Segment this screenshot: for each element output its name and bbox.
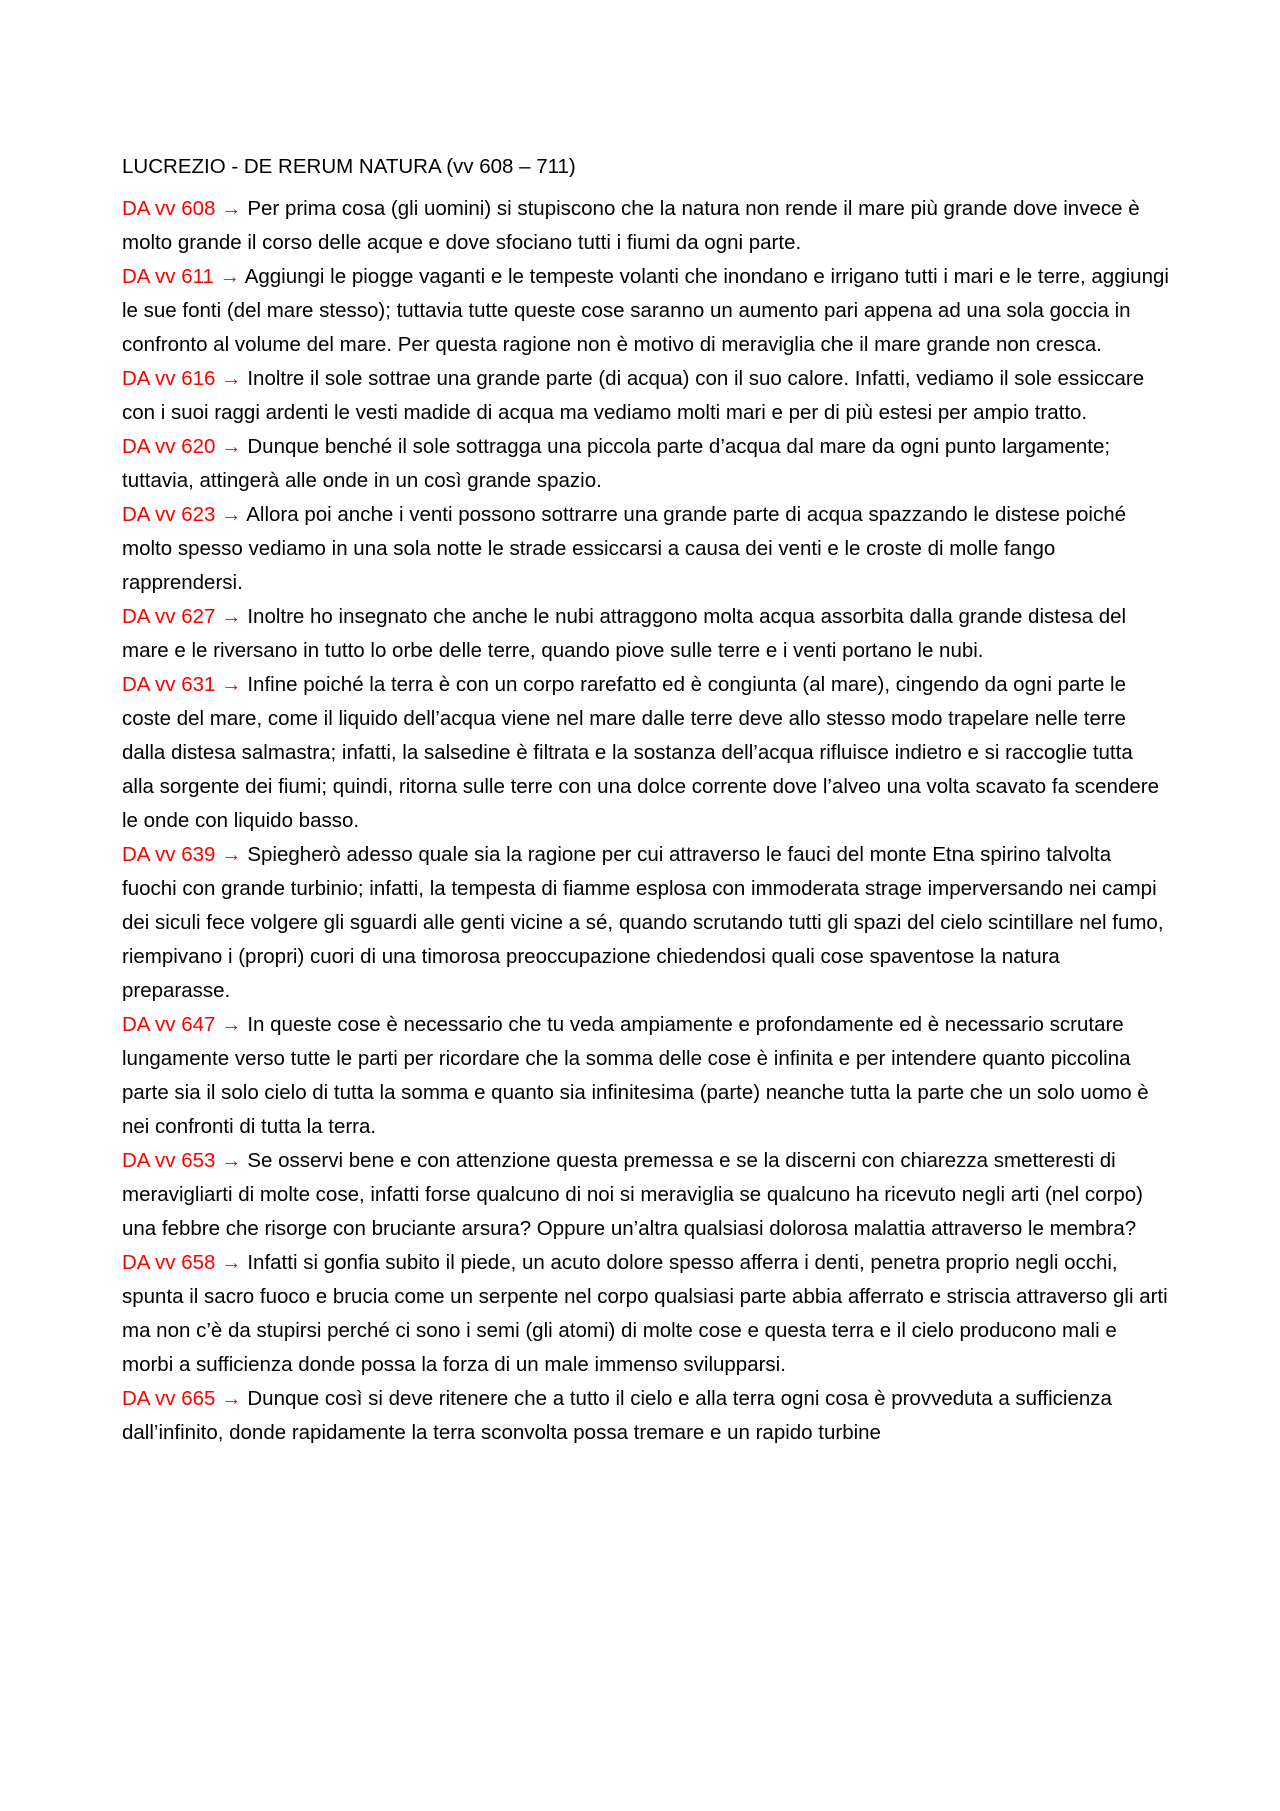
paragraph-vv-647 [122, 1008, 1170, 1144]
paragraph-vv-620 [122, 430, 1170, 498]
paragraph-text: In queste cose è necessario che tu veda ampiamente e profondamente ed è necessario scrutare lungamente verso tutte le parti per ricordare che la somma delle cose è infinita e per intendere quanto piccolina parte sia il solo cielo di tutta la somma e quanto sia infinitesima (parte) neanche tutta la parte che un solo uomo è nei confronti di tutta la terra. [122, 1013, 1149, 1138]
document-page [122, 150, 1170, 1450]
arrow-icon: → [221, 605, 242, 628]
verse-reference: DA vv 620 [122, 435, 216, 458]
paragraph-vv-627 [122, 600, 1170, 668]
verse-reference: DA vv 623 [122, 503, 216, 526]
arrow-icon: → [221, 843, 242, 866]
verse-reference: DA vv 608 [122, 197, 216, 220]
arrow-icon: → [221, 1013, 242, 1036]
paragraph-text: Dunque così si deve ritenere che a tutto il cielo e alla terra ogni cosa è provveduta a sufficienza dall’infinito, donde rapidamente la terra sconvolta possa tremare e un rapido turbine [122, 1387, 1112, 1444]
arrow-icon: → [221, 673, 242, 696]
verse-reference: DA vv 658 [122, 1251, 216, 1274]
arrow-icon: → [221, 503, 242, 526]
verse-reference: DA vv 611 [122, 265, 214, 288]
arrow-icon: → [219, 265, 241, 288]
verse-reference: DA vv 653 [122, 1149, 216, 1172]
paragraph-text: Dunque benché il sole sottragga una piccola parte d’acqua dal mare da ogni punto largamente; tuttavia, attingerà alle onde in un così grande spazio. [122, 435, 1111, 492]
paragraph-text: Se osservi bene e con attenzione questa premessa e se la discerni con chiarezza smetteresti di meravigliarti di molte cose, infatti forse qualcuno di noi si meraviglia se qualcuno ha ricevuto negli arti (nel corpo) una febbre che risorge con bruciante arsura? Oppure un’altra qualsiasi dolorosa malattia attraverso le membra? [122, 1149, 1143, 1240]
paragraph-text: Per prima cosa (gli uomini) si stupiscono che la natura non rende il mare più grande dove invece è molto grande il corso delle acque e dove sfociano tutti i fiumi da ogni parte. [122, 197, 1140, 254]
verse-reference: DA vv 616 [122, 367, 216, 390]
paragraph-vv-616 [122, 362, 1170, 430]
verse-reference: DA vv 627 [122, 605, 216, 628]
paragraph-vv-623 [122, 498, 1170, 600]
arrow-icon: → [221, 1251, 242, 1274]
arrow-icon: → [221, 1387, 242, 1410]
arrow-icon: → [221, 197, 242, 220]
verse-reference: DA vv 665 [122, 1387, 216, 1410]
arrow-icon: → [221, 1149, 242, 1172]
paragraph-vv-653 [122, 1144, 1170, 1246]
verse-reference: DA vv 631 [122, 673, 216, 696]
paragraph-text: Infine poiché la terra è con un corpo rarefatto ed è congiunta (al mare), cingendo da ogni parte le coste del mare, come il liquido dell’acqua viene nel mare dalle terre deve allo stesso modo trapelare nelle terre dalla distesa salmastra; infatti, la salsedine è filtrata e la sostanza dell’acqua rifluisce indietro e si raccoglie tutta alla sorgente dei fiumi; quindi, ritorna sulle terre con una dolce corrente dove l’alveo una volta scavato fa scendere le onde con liquido basso. [122, 673, 1159, 832]
paragraph-vv-631 [122, 668, 1170, 838]
verse-reference: DA vv 647 [122, 1013, 216, 1036]
paragraph-text: Allora poi anche i venti possono sottrarre una grande parte di acqua spazzando le distese poiché molto spesso vediamo in una sola notte le strade essiccarsi a causa dei venti e le croste di molle fango rapprendersi. [122, 503, 1127, 594]
paragraph-vv-658 [122, 1246, 1170, 1382]
paragraph-list [122, 192, 1170, 1450]
paragraph-text: Infatti si gonfia subito il piede, un acuto dolore spesso afferra i denti, penetra proprio negli occhi, spunta il sacro fuoco e brucia come un serpente nel corpo qualsiasi parte abbia afferrato e striscia attraverso gli arti ma non c’è da stupirsi perché ci sono i semi (gli atomi) di molte cose e questa terra e il cielo producono mali e morbi a sufficienza donde possa la forza di un male immenso svilupparsi. [122, 1251, 1168, 1376]
paragraph-text: Spiegherò adesso quale sia la ragione per cui attraverso le fauci del monte Etna spirino talvolta fuochi con grande turbinio; infatti, la tempesta di fiamme esplosa con immoderata strage imperversando nei campi dei siculi fece volgere gli sguardi alle genti vicine a sé, quando scrutando tutti gli spazi del cielo scintillare nel fumo, riempivano i (propri) cuori di una timorosa preoccupazione chiedendosi quali cose spaventose la natura preparasse. [122, 843, 1164, 1002]
document-title: LUCREZIO - DE RERUM NATURA (vv 608 – 711) [122, 155, 576, 178]
paragraph-vv-665 [122, 1382, 1170, 1450]
paragraph-vv-608 [122, 192, 1170, 260]
paragraph-text: Inoltre il sole sottrae una grande parte (di acqua) con il suo calore. Infatti, vediamo il sole essiccare con i suoi raggi ardenti le vesti madide di acqua ma vediamo molti mari e per di più estesi per ampio tratto. [122, 367, 1145, 424]
arrow-icon: → [221, 367, 242, 390]
paragraph-vv-611 [122, 260, 1170, 362]
paragraph-vv-639 [122, 838, 1170, 1008]
paragraph-text: Inoltre ho insegnato che anche le nubi attraggono molta acqua assorbita dalla grande distesa del mare e le riversano in tutto lo orbe delle terre, quando piove sulle terre e i venti portano le nubi. [122, 605, 1127, 662]
paragraph-text: Aggiungi le piogge vaganti e le tempeste volanti che inondano e irrigano tutti i mari e le terre, aggiungi le sue fonti (del mare stesso); tuttavia tutte queste cose saranno un aumento pari appena ad una sola goccia in confronto al volume del mare. Per questa ragione non è motivo di meraviglia che il mare grande non cresca. [122, 265, 1169, 356]
verse-reference: DA vv 639 [122, 843, 216, 866]
arrow-icon: → [221, 435, 242, 458]
